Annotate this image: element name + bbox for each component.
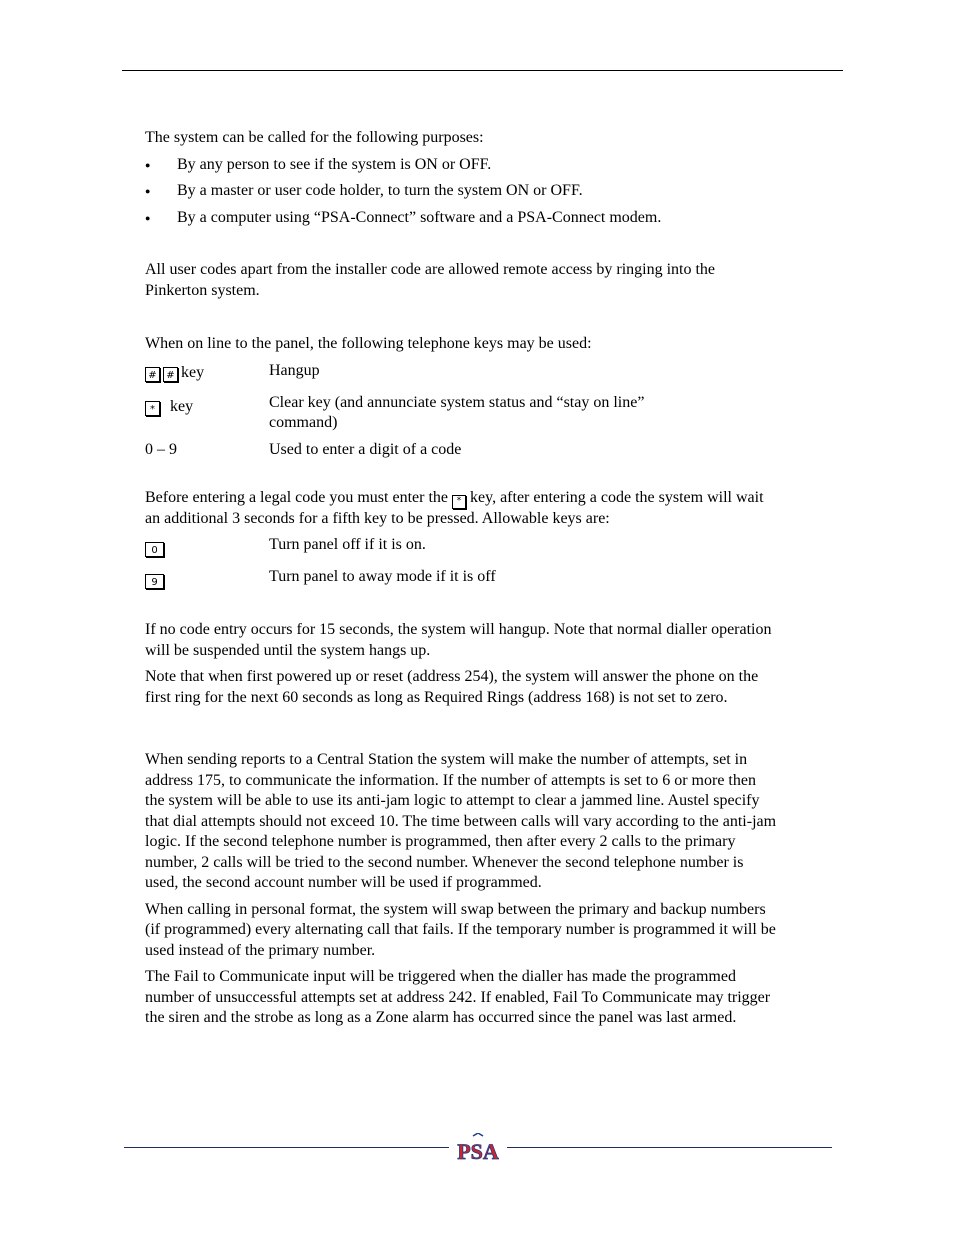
header-rule — [122, 70, 843, 71]
clear-key-label — [145, 397, 193, 418]
reporting-p1-line: that dial attempts should not exceed 10. The time between calls will vary according to the anti-jam — [145, 813, 777, 830]
bullet-icon: ● — [145, 160, 151, 170]
timeout-p1-line-2: will be suspended until the system hangs up. — [145, 642, 431, 659]
nine-key-label — [145, 570, 167, 591]
code-entry-line-1 — [145, 488, 764, 509]
bullet-text: By a master or user code holder, to turn the system ON or OFF. — [177, 182, 583, 199]
code-entry-text: key, after entering a code the system will wait — [470, 489, 764, 506]
hangup-description: Hangup — [269, 362, 320, 379]
star-key-icon: * — [145, 401, 160, 416]
reporting-p2-line: used instead of the primary number. — [145, 942, 376, 959]
digit-keys-label: 0 – 9 — [145, 441, 177, 458]
zero-key-description: Turn panel off if it is on. — [269, 536, 426, 553]
hash-key-icon: # — [163, 367, 178, 382]
remote-access-line-2: Pinkerton system. — [145, 282, 260, 299]
hash-key-icon: # — [145, 367, 160, 382]
psa-logo — [455, 1133, 501, 1165]
bullet-text: By any person to see if the system is ON or OFF. — [177, 156, 492, 173]
code-entry-text: Before entering a legal code you must enter the — [145, 489, 448, 506]
reporting-p2-line: When calling in personal format, the system will swap between the primary and backup numbers — [145, 901, 766, 918]
timeout-p2-line-1: Note that when first powered up or reset (address 254), the system will answer the phone on the — [145, 668, 759, 685]
reporting-p1-line: the system will be able to use its anti-jam logic to attempt to clear a jammed line. Austel specify — [145, 792, 760, 809]
timeout-p1-line-1: If no code entry occurs for 15 seconds, the system will hangup. Note that normal dialler operation — [145, 621, 772, 638]
reporting-p1-line: used, the second account number will be used if programmed. — [145, 874, 542, 891]
remote-access-line-1: All user codes apart from the installer code are allowed remote access by ringing into the — [145, 261, 716, 278]
clear-key-description-line-1: Clear key (and annunciate system status and “stay on line” — [269, 394, 645, 411]
hangup-key-label — [145, 363, 204, 384]
keys-lead: When on line to the panel, the following telephone keys may be used: — [145, 335, 592, 352]
timeout-p2-line-2: first ring for the next 60 seconds as long as Required Rings (address 168) is not set to zero. — [145, 689, 728, 706]
key-suffix: key — [181, 364, 205, 381]
reporting-p1-line: logic. If the second telephone number is programmed, then after every 2 calls to the primary — [145, 833, 736, 850]
clear-key-description-line-2: command) — [269, 414, 338, 431]
bullet-text: By a computer using “PSA-Connect” software and a PSA-Connect modem. — [177, 209, 662, 226]
star-key-icon: * — [452, 495, 466, 509]
reporting-p1-line: number, 2 calls will be tried to the second number. Whenever the second telephone number is — [145, 854, 744, 871]
footer-rule-left — [124, 1147, 449, 1148]
bullet-icon: ● — [145, 186, 151, 196]
reporting-p3-line: number of unsuccessful attempts set at address 242. If enabled, Fail To Communicate may trigger — [145, 989, 771, 1006]
reporting-p1-line: address 175, to communicate the information. If the number of attempts is set to 6 or more then — [145, 772, 756, 789]
footer-rule-right — [507, 1147, 832, 1148]
key-suffix: key — [170, 398, 194, 415]
reporting-p3-line: the siren and the strobe as long as a Zone alarm has occurred since the panel was last armed. — [145, 1009, 737, 1026]
zero-key-label — [145, 538, 167, 559]
code-entry-line-2: an additional 3 seconds for a fifth key to be pressed. Allowable keys are: — [145, 510, 610, 527]
reporting-p2-line: (if programmed) every alternating call that fails. If the temporary number is programmed it will be — [145, 921, 776, 938]
reporting-p1-line: When sending reports to a Central Station the system will make the number of attempts, set in — [145, 751, 748, 768]
bullet-icon: ● — [145, 213, 151, 223]
zero-key-icon: 0 — [145, 542, 164, 557]
digit-keys-description: Used to enter a digit of a code — [269, 441, 462, 458]
nine-key-description: Turn panel to away mode if it is off — [269, 568, 496, 585]
reporting-p3-line: The Fail to Communicate input will be triggered when the dialler has made the programmed — [145, 968, 736, 985]
logo-text: PSA — [457, 1139, 499, 1164]
intro-lead: The system can be called for the following purposes: — [145, 129, 484, 146]
nine-key-icon: 9 — [145, 574, 164, 589]
